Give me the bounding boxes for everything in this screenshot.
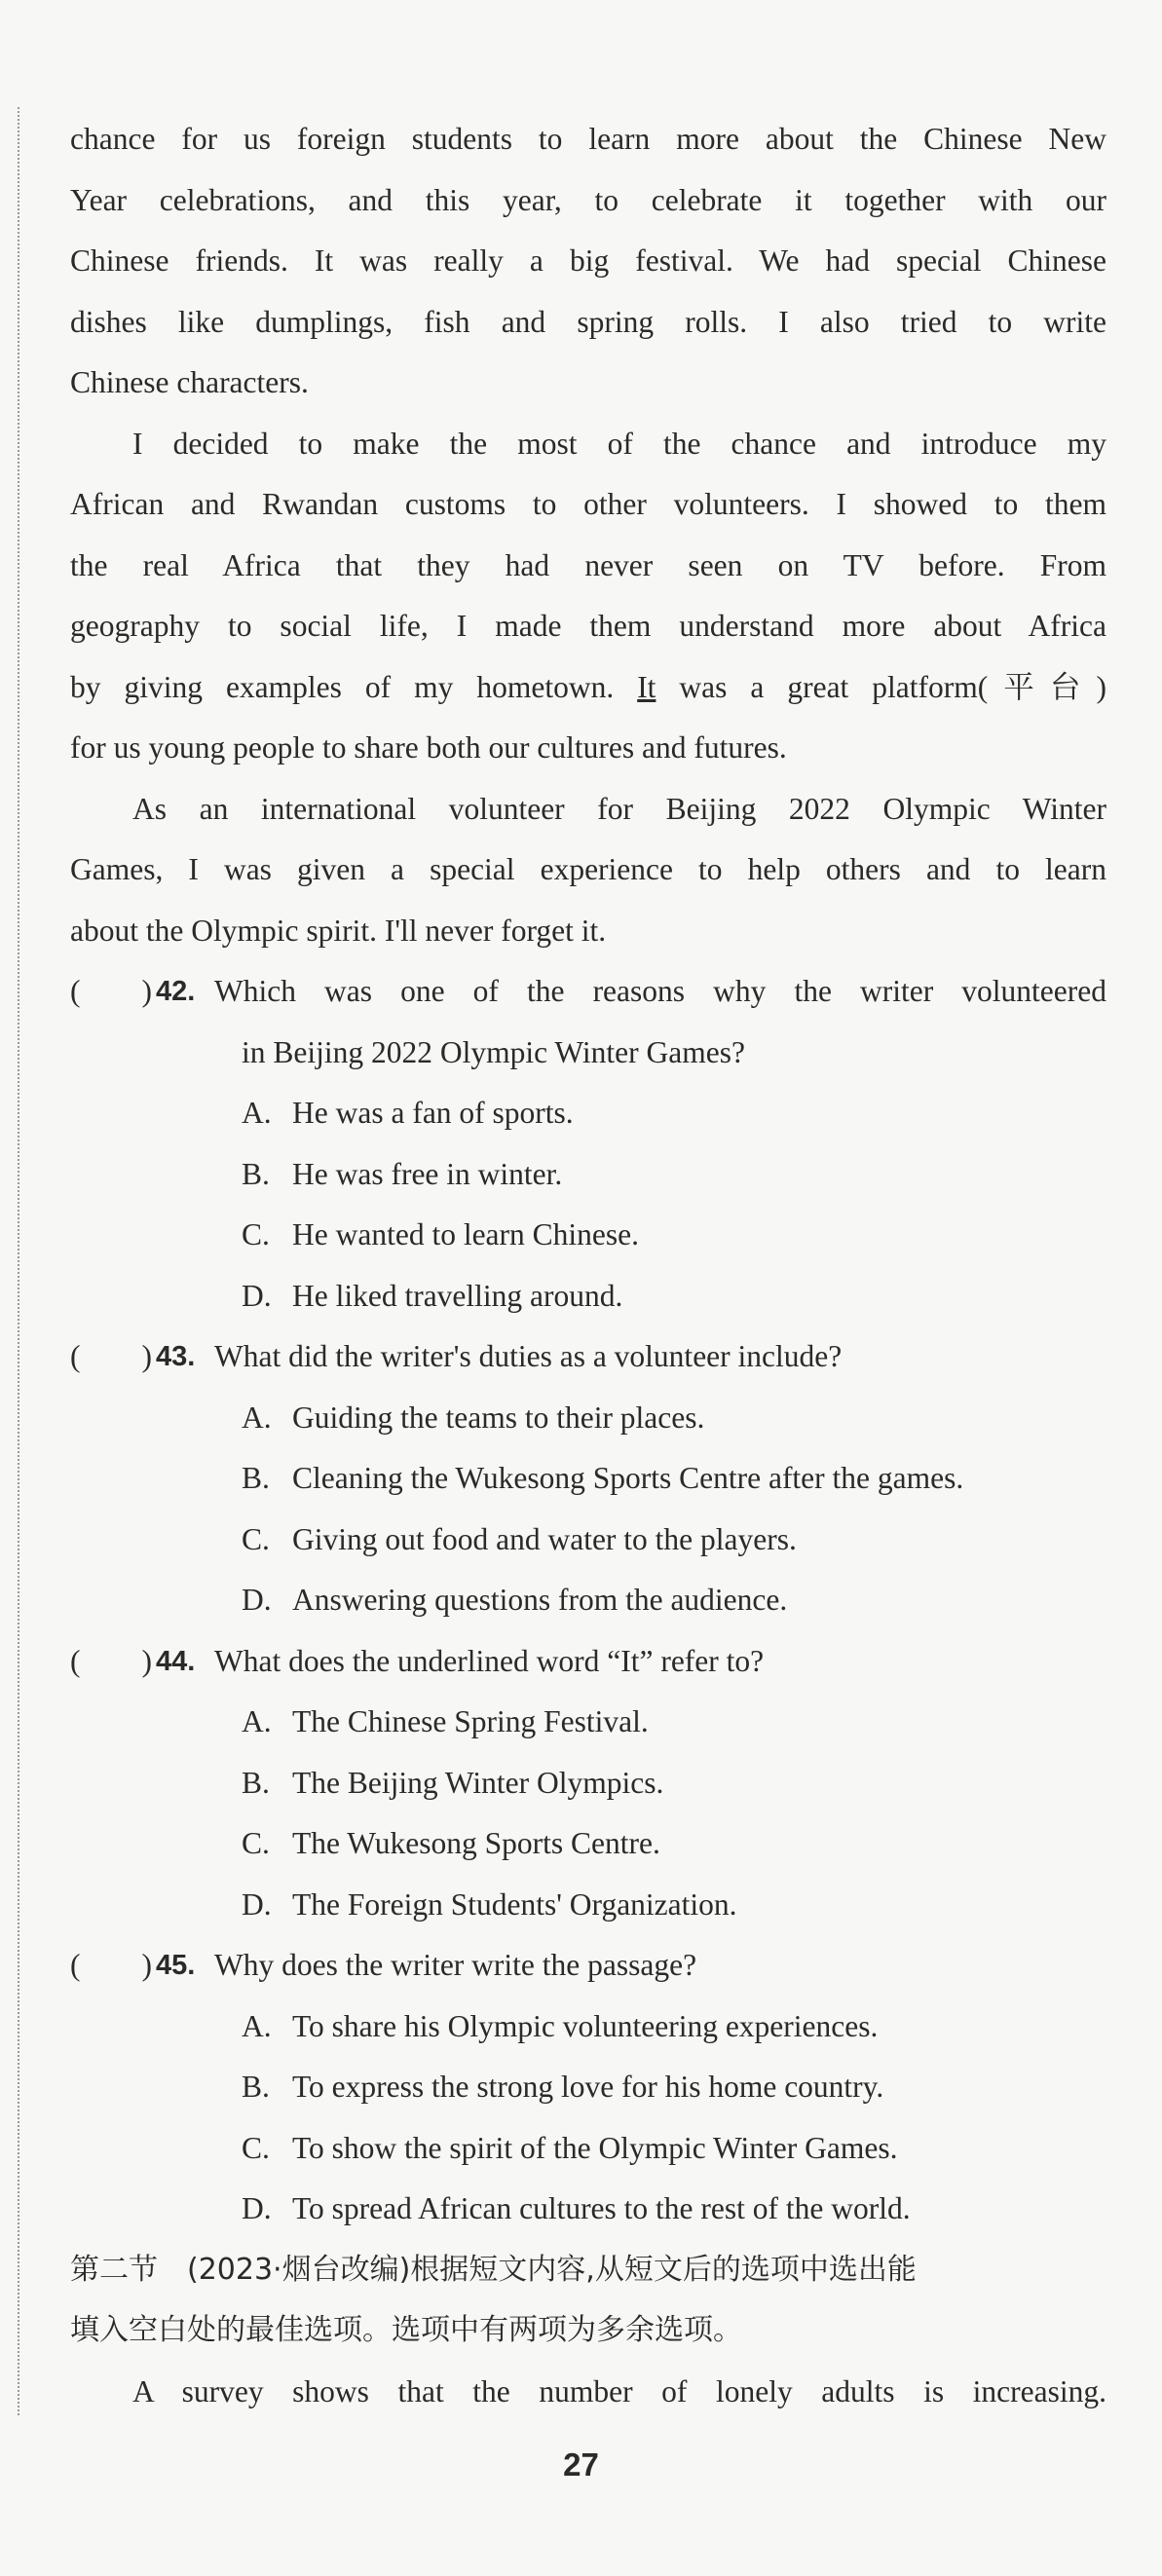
option-b[interactable] bbox=[70, 1753, 1106, 1814]
option-letter: C. bbox=[242, 1826, 270, 1860]
passage-line: Chinese characters. bbox=[70, 365, 309, 399]
option-text: To spread African cultures to the rest of the world. bbox=[292, 2191, 911, 2225]
passage-line: Chinese friends. It was really a big festival. We had special Chinese bbox=[70, 243, 1106, 278]
option-letter: D. bbox=[242, 2191, 272, 2225]
passage-paragraph-1 bbox=[70, 109, 1106, 414]
option-letter: D. bbox=[242, 1886, 272, 1922]
option-letter: D. bbox=[242, 1583, 272, 1617]
option-text: The Wukesong Sports Centre. bbox=[292, 1826, 660, 1860]
question-stem: What did the writer's duties as a volunteer include? bbox=[214, 1339, 843, 1373]
section-label: 第二节 bbox=[70, 2252, 158, 2287]
question-42 bbox=[70, 961, 1106, 1326]
question-stem: Which was one of the reasons why the writer volunteered bbox=[214, 974, 1106, 1008]
option-text: Giving out food and water to the players. bbox=[292, 1521, 797, 1556]
option-text: To share his Olympic volunteering experiences. bbox=[292, 2008, 879, 2043]
passage-paragraph-2 bbox=[70, 414, 1106, 779]
question-44 bbox=[70, 1631, 1106, 1936]
answer-blank[interactable]: ( ) bbox=[70, 974, 152, 1008]
option-d[interactable] bbox=[70, 2179, 1106, 2240]
option-a[interactable] bbox=[70, 1388, 1106, 1449]
passage-line: African and Rwandan customs to other volunteers. I showed to them bbox=[70, 487, 1106, 521]
option-letter: B. bbox=[242, 1461, 270, 1495]
passage-line: chance for us foreign students to learn more about the Chinese New bbox=[70, 122, 1106, 156]
option-letter: B. bbox=[242, 2070, 270, 2104]
passage-text: by giving examples of my hometown. bbox=[70, 669, 615, 704]
passage-line: for us young people to share both our cultures and futures. bbox=[70, 730, 787, 765]
option-letter: C. bbox=[242, 1521, 270, 1556]
option-text: Cleaning the Wukesong Sports Centre after the games. bbox=[292, 1461, 964, 1495]
passage-line: Games, I was given a special experience to help others and to learn bbox=[70, 852, 1106, 886]
option-a[interactable] bbox=[70, 1083, 1106, 1144]
passage-line: As an international volunteer for Beijing 2022 Olympic Winter bbox=[132, 791, 1106, 826]
passage-line: I decided to make the most of the chance and introduce my bbox=[132, 426, 1106, 461]
option-b[interactable] bbox=[70, 1448, 1106, 1510]
section-instruction: 填入空白处的最佳选项。选项中有两项为多余选项。 bbox=[70, 2313, 742, 2347]
option-c[interactable] bbox=[70, 2118, 1106, 2180]
option-d[interactable] bbox=[70, 1570, 1106, 1631]
question-number: 44. bbox=[156, 1645, 196, 1677]
option-text: Guiding the teams to their places. bbox=[292, 1400, 705, 1435]
section-2-instructions bbox=[70, 2240, 1106, 2362]
option-letter: B. bbox=[242, 1156, 270, 1191]
option-a[interactable] bbox=[70, 1997, 1106, 2058]
option-text: Answering questions from the audience. bbox=[292, 1583, 788, 1617]
section-instruction: (2023·烟台改编)根据短文内容,从短文后的选项中选出能 bbox=[187, 2252, 917, 2287]
option-c[interactable] bbox=[70, 1510, 1106, 1571]
page-content bbox=[70, 109, 1106, 2422]
option-text: He liked travelling around. bbox=[292, 1278, 623, 1313]
margin-dotted-line bbox=[18, 107, 19, 2415]
option-c[interactable] bbox=[70, 1205, 1106, 1266]
option-b[interactable] bbox=[70, 1144, 1106, 1206]
option-text: To express the strong love for his home country. bbox=[292, 2070, 884, 2104]
passage-text: was a great platform(平台) bbox=[679, 669, 1107, 704]
passage-line: the real Africa that they had never seen on TV before. From bbox=[70, 547, 1106, 582]
option-b[interactable] bbox=[70, 2057, 1106, 2118]
option-d[interactable] bbox=[70, 1266, 1106, 1327]
option-letter: D. bbox=[242, 1278, 272, 1313]
option-text: To show the spirit of the Olympic Winter Games. bbox=[292, 2130, 898, 2165]
option-c[interactable] bbox=[70, 1813, 1106, 1875]
option-letter: A. bbox=[242, 1400, 272, 1435]
option-letter: A. bbox=[242, 1096, 272, 1130]
question-45 bbox=[70, 1935, 1106, 2240]
option-text: The Beijing Winter Olympics. bbox=[292, 1765, 664, 1800]
passage-line: Year celebrations, and this year, to celebrate it together with our bbox=[70, 182, 1106, 217]
option-letter: C. bbox=[242, 2130, 270, 2165]
option-text: He was free in winter. bbox=[292, 1156, 563, 1191]
question-stem-continued: in Beijing 2022 Olympic Winter Games? bbox=[242, 1034, 745, 1069]
option-text: The Chinese Spring Festival. bbox=[292, 1704, 649, 1738]
next-passage-line: A survey shows that the number of lonely adults is increasing. bbox=[132, 2373, 1106, 2408]
question-stem: Why does the writer write the passage? bbox=[214, 1948, 697, 1982]
option-text: He was a fan of sports. bbox=[292, 1096, 574, 1130]
option-text: He wanted to learn Chinese. bbox=[292, 1217, 640, 1251]
question-number: 45. bbox=[156, 1950, 196, 1981]
option-letter: B. bbox=[242, 1765, 270, 1800]
answer-blank[interactable]: ( ) bbox=[70, 1643, 152, 1678]
option-a[interactable] bbox=[70, 1692, 1106, 1753]
answer-blank[interactable]: ( ) bbox=[70, 1948, 152, 1982]
question-43 bbox=[70, 1326, 1106, 1631]
question-number: 42. bbox=[156, 976, 196, 1007]
underlined-word-it: It bbox=[637, 669, 656, 704]
passage-line: about the Olympic spirit. I'll never forget it. bbox=[70, 913, 607, 948]
question-number: 43. bbox=[156, 1341, 196, 1372]
option-d[interactable] bbox=[70, 1875, 1106, 1936]
question-stem: What does the underlined word “It” refer to? bbox=[214, 1643, 765, 1678]
passage-line-with-underline bbox=[70, 657, 1106, 719]
passage-line: geography to social life, I made them understand more about Africa bbox=[70, 609, 1106, 643]
option-text: The Foreign Students' Organization. bbox=[292, 1886, 737, 1922]
answer-blank[interactable]: ( ) bbox=[70, 1339, 152, 1373]
option-letter: A. bbox=[242, 2008, 272, 2043]
option-letter: A. bbox=[242, 1704, 272, 1738]
passage-line: dishes like dumplings, fish and spring rolls. I also tried to write bbox=[70, 304, 1106, 339]
passage-paragraph-3 bbox=[70, 779, 1106, 962]
option-letter: C. bbox=[242, 1217, 270, 1251]
page-number: 27 bbox=[563, 2446, 599, 2483]
